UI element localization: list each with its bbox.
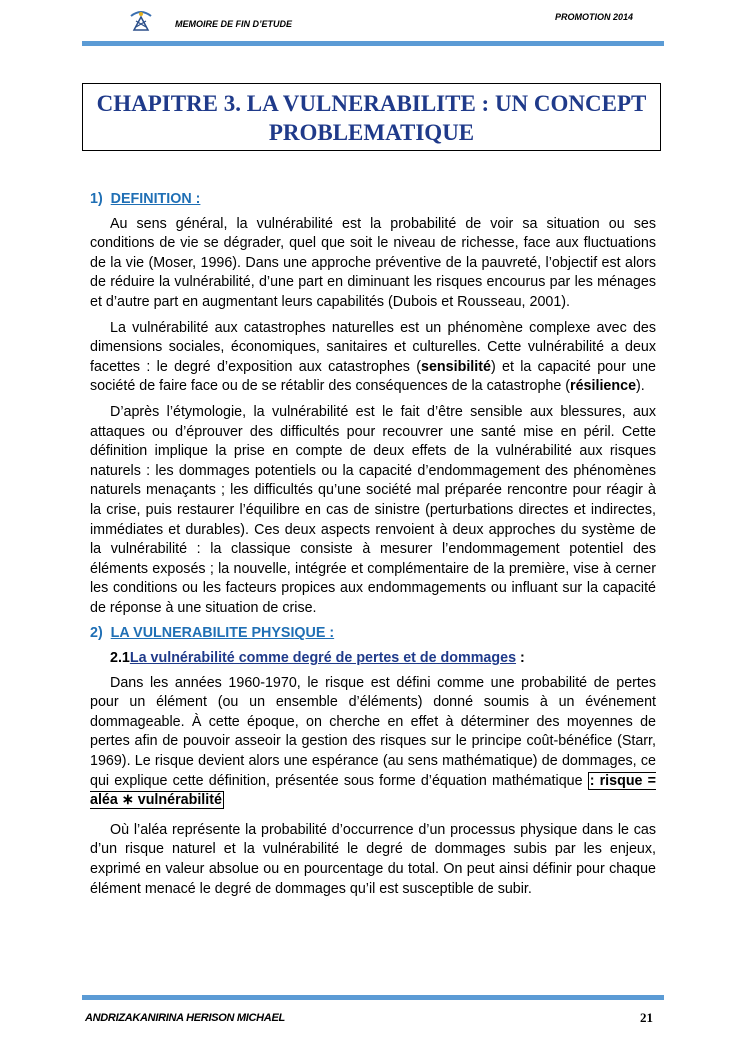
paragraph: D’après l’étymologie, la vulnérabilité est le fait d’être sensible aux blessures, aux attaques ou d’éprouver des difficultés pour recouvrer une santé mise en péril. Cette définition implique la prise en compte de deux effets de la vulnérabilité aux risques naturels : les dommages potentiels ou la capacité d’endommagement des phénomènes naturels menaçants ; les difficultés qu’une société mal préparée rencontre pour réagir à la crise, puis restaurer l’équilibre en cas de sinistre (perturbations directes et indirectes, immédiates et durables). Ces deux aspects renvoient à deux approches du système de la vulnérabilité : la classique consiste à mesurer l’endommagement potentiel des éléments exposés ; la nouvelle, intégrée et complémentaire de la première, vise à cerner les conditions ou les facteurs propices aux endommagements ou influant sur la capacité de réponse à une situation de crise.: [90, 403, 656, 616]
subsection-heading: 2.1La vulnérabilité comme degré de pertes et de dommages :: [110, 650, 525, 667]
body-text: [90, 190, 656, 905]
paragraph: Où l’aléa représente la probabilité d’occurrence d’un processus physique dans le cas d’un risque naturel et la vulnérabilité le degré de dommages subis par les enjeux, exprimé en valeur absolue ou en pourcentage du total. On peut ainsi définir pour chaque élément menacé le degré de dommages qu’il est susceptible de subir.: [90, 821, 656, 897]
university-logo: [128, 8, 154, 32]
footer-author: ANDRIZAKANIRINA HERISON MICHAEL: [85, 1012, 285, 1024]
header-divider: [82, 41, 664, 46]
header-title: MEMOIRE DE FIN D’ETUDE: [175, 19, 293, 29]
header-promotion: PROMOTION 2014: [555, 12, 634, 22]
chapter-title: [82, 83, 661, 151]
section-heading-definition: 1) DEFINITION :: [90, 191, 201, 207]
chapter-title-line1: CHAPITRE 3. LA VULNERABILITE : UN CONCEPT: [96, 91, 647, 116]
paragraph: Au sens général, la vulnérabilité est la probabilité de voir sa situation ou ses conditions de vie se dégrader, quel que soit le niveau de richesse, face aux fluctuations de la vie (Moser, 1996). Dans une approche préventive de la pauvreté, l’objectif est alors de réduire la vulnérabilité, d’une part en diminuant les risques encourus par les ménages et d’autre part en augmentant leurs capabilités (Dubois et Rousseau, 2001).: [90, 215, 656, 310]
chapter-title-line2: PROBLEMATIQUE: [268, 120, 475, 145]
section-heading-physique: 2) LA VULNERABILITE PHYSIQUE :: [90, 625, 335, 642]
footer-divider: [82, 995, 664, 1000]
equation: : risque = aléa ∗ vulnérabilité: [90, 772, 656, 809]
paragraph: La vulnérabilité aux catastrophes naturelles est un phénomène complexe avec des dimensions sociales, économiques, sanitaires et culturelles. Cette vulnérabilité a deux facettes : le degré d’exposition aux catastrophes (sensibilité) et la capacité pour une société de faire face ou de se rétablir des conséquences de la catastrophe (résilience).: [90, 319, 656, 395]
page-number: 21: [640, 1010, 653, 1025]
paragraph: Dans les années 1960-1970, le risque est défini comme une probabilité de pertes pour un élément (ou un ensemble d’éléments) donné soumis à un événement dommageable. À cette époque, on cherche en effet à déterminer des moyennes de pertes afin de pouvoir asseoir la gestion des risques sur le principe coût-bénéfice (Starr, 1969). Le risque devient alors une espérance (au sens mathématique) de dommages, ce qui explique cette définition, présentée sous forme d’équation mathématique : risque = aléa ∗ vulnérabilité: [90, 674, 656, 809]
